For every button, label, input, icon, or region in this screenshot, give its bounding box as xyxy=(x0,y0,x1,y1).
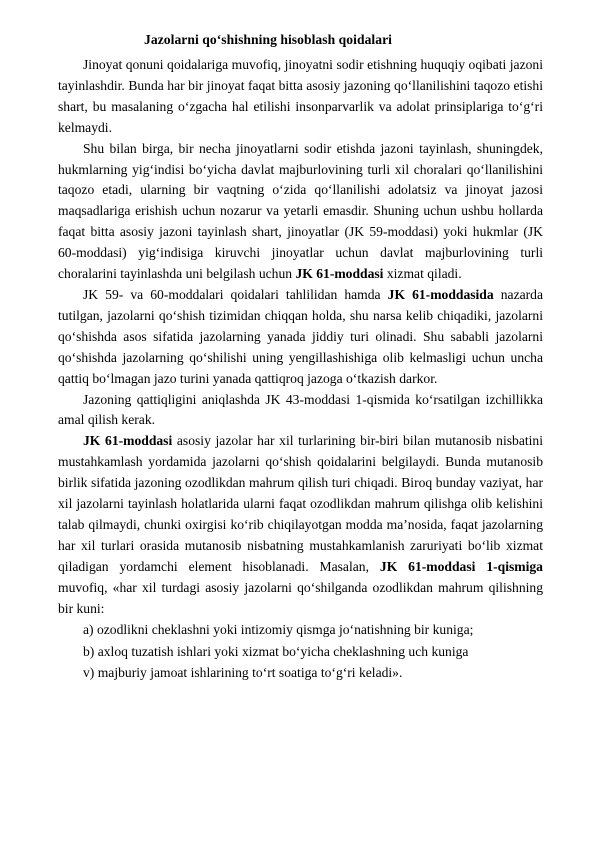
paragraph-text: muvofiq, «har xil turdagi asosiy jazolarni qo‘shilganda ozodlikdan mahrum qilishning bir kuni: xyxy=(58,579,543,616)
list-item xyxy=(58,641,543,663)
paragraph xyxy=(58,431,543,619)
paragraph-text: asosiy jazolar har xil turlarining bir-biri bilan mutanosib nisbatini mustahkamlash yordamida jazolarni qo‘shish qoidalarini belgilaydi. Bunda mutanosib birlik sifatida jazoning ozodlikdan mahrum qilish turi chiqadi. Biroq bunday vaziyat, har xil jazolarni tayinlash holatlarida ularni faqat ozodlikdan mahrum qilishga olib kelishini talab qilmaydi, chunki oxirgisi ko‘rib chiqilayotgan modda ma’nosida, faqat jazolarning har xil turlari orasida mutanosib nisbatning mustahkamlanish zaruriyati bo‘lib xizmat qiladigan yordamchi element hisoblanadi. Masalan, xyxy=(58,433,543,574)
paragraph-text: xizmat qiladi. xyxy=(383,266,462,282)
document-body xyxy=(58,55,543,619)
paragraph-text: Jazoning qattiqligini aniqlashda JK 43-moddasi 1-qismida ko‘rsatilgan izchillikka amal qilish kerak. xyxy=(58,391,543,428)
paragraph xyxy=(58,55,543,139)
paragraph xyxy=(58,390,543,432)
document-title: Jazolarni qo‘shishning hisoblash qoidalari xyxy=(144,32,393,47)
paragraph xyxy=(58,139,543,285)
list-item-text: v) majburiy jamoat ishlarining to‘rt soatiga to‘g‘ri keladi». xyxy=(83,665,403,681)
paragraph-text: Jinoyat qonuni qoidalariga muvofiq, jinoyatni sodir etishning huquqiy oqibati jazoni tayinlashdir. Bunda har bir jinoyat faqat bitta asosiy jazoning qo‘llanilishini taqozo etishi shart, bu masalaning o‘zgacha hal etilishi insonparvarlik va adolat prinsiplariga to‘g‘ri kelmaydi. xyxy=(58,57,543,135)
list-item xyxy=(58,619,543,641)
list-item xyxy=(58,662,543,684)
document-list xyxy=(58,619,543,684)
paragraph xyxy=(58,285,543,390)
bold-reference: JK 61-moddasi 1-qismiga xyxy=(379,558,543,574)
bold-reference: JK 61-moddasida xyxy=(387,286,494,302)
list-item-text: a) ozodlikni cheklashni yoki intizomiy qismga jo‘natishning bir kuniga; xyxy=(83,622,474,638)
paragraph-text: nazarda tutilgan, jazolarni qo‘shish tizimidan chiqqan holda, shu narsa kelib chiqadiki, jazolarni qo‘shishda asos sifatida jazolarning yanada jiddiy turi olinadi. Shu sababli jazolarni qo‘shishda jazolarning qo‘shilishi uning yengillashishiga olib kelmasligi uchun uncha qattiq bo‘lmagan jazo turini yanada qattiqroq jazoga o‘tkazish darkor. xyxy=(58,286,543,386)
bold-reference: JK 61-moddasi xyxy=(83,433,173,449)
list-item-text: b) axloq tuzatish ishlari yoki xizmat bo‘yicha cheklashning uch kuniga xyxy=(83,643,469,659)
paragraph-text: Shu bilan birga, bir necha jinoyatlarni sodir etishda jazoni tayinlash, shuningdek, hukmlarning yig‘indisi bo‘yicha davlat majburlovining turli xil choralari qo‘llanilishini taqozo etadi, ularning bir vaqtning o‘zida qo‘llanilishi adolatsiz va jinoyat jazosi maqsadlariga erishish uchun nozarur va yetarli emasdir. Shuning uchun ushbu hollarda faqat bitta asosiy jazoni tayinlash shart, jinoyatlar (JK 59-moddasi) yoki hukmlar (JK 60-moddasi) yig‘indisiga kiruvchi jinoyatlar uchun davlat majburlovining turli choralarini tayinlashda uni belgilash uchun xyxy=(58,140,543,282)
bold-reference: JK 61-moddasi xyxy=(295,266,384,282)
paragraph-text: JK 59- va 60-moddalari qoidalari tahlilidan hamda xyxy=(83,286,388,302)
